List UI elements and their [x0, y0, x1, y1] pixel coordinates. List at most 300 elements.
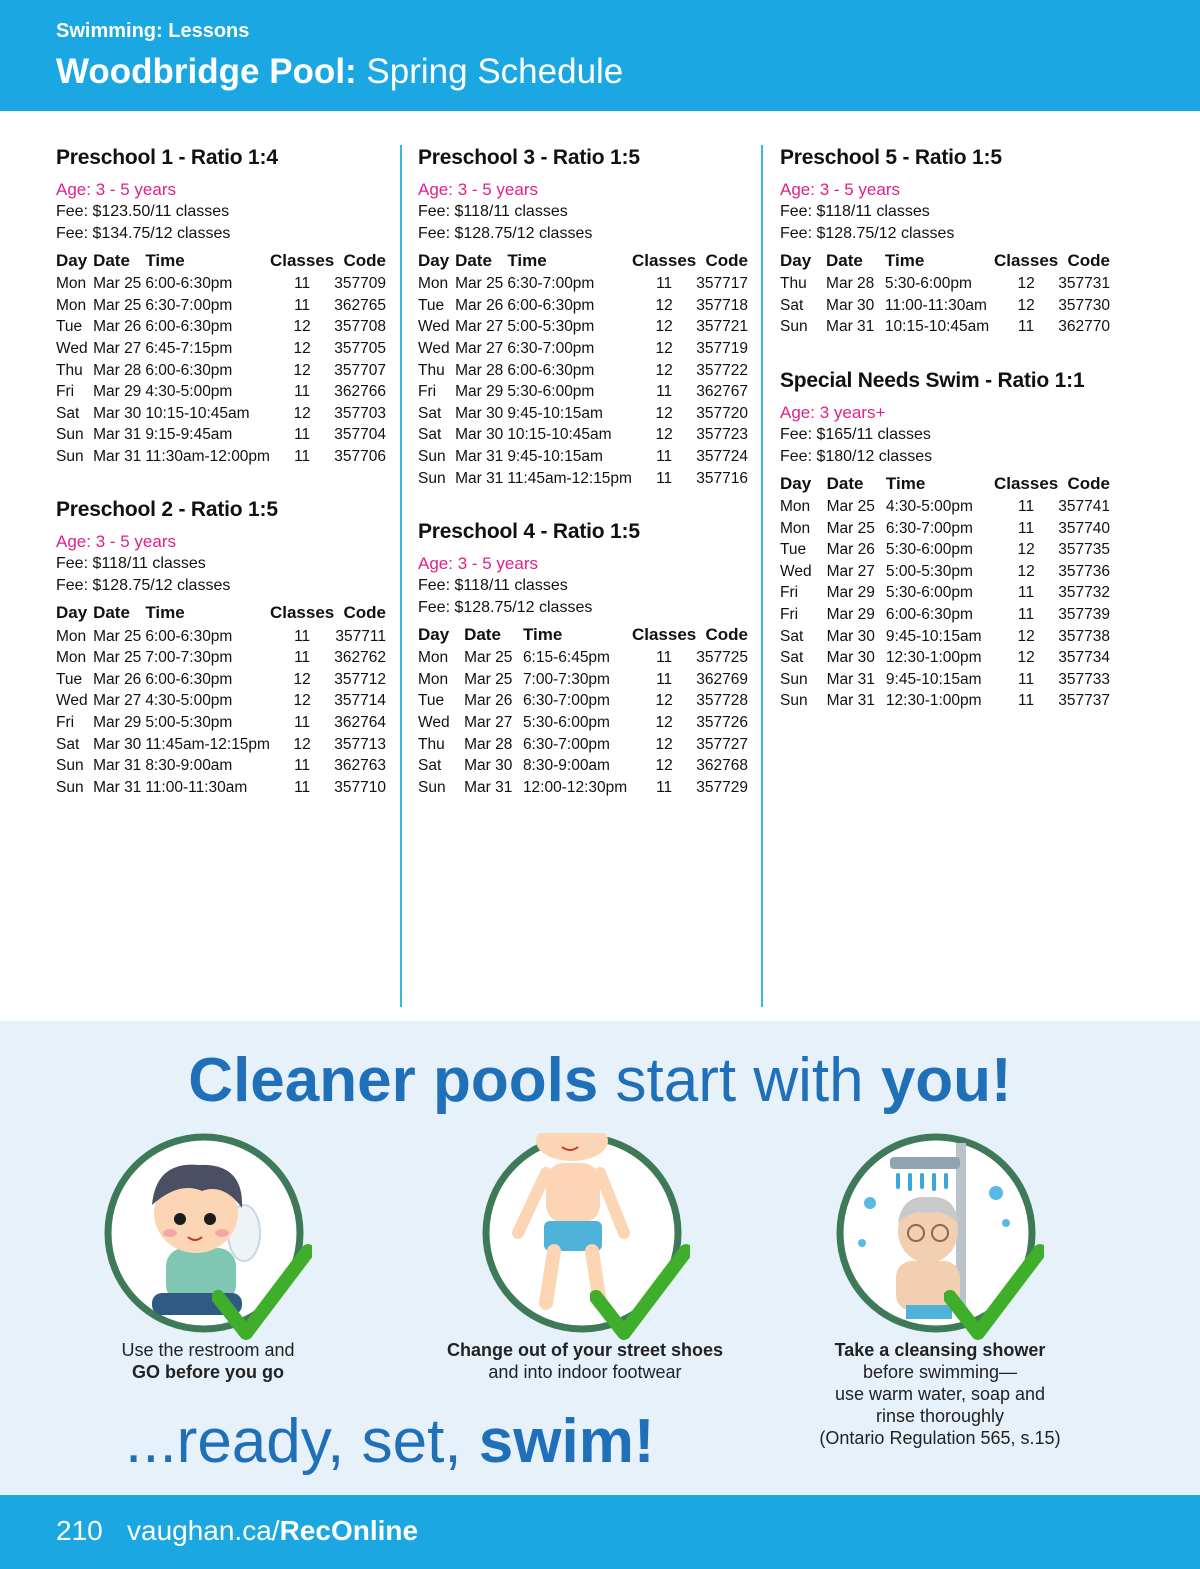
cell-code: 357732 [1058, 584, 1110, 602]
cell-code: 357708 [334, 318, 386, 336]
table-row [56, 625, 386, 647]
column-header-date: Date [464, 624, 501, 644]
fee-line: Fee: $134.75/12 classes [56, 225, 231, 242]
table-row [56, 755, 386, 777]
section-title: Preschool 4 - Ratio 1:5 [418, 519, 640, 543]
tip-shower-line5: (Ontario Regulation 565, s.15) [819, 1428, 1061, 1448]
column-header-date: Date [455, 251, 492, 270]
cell-time: 10:15-10:45am [145, 404, 250, 422]
cell-day: Fri [56, 714, 75, 732]
cell-code: 357740 [1058, 519, 1110, 537]
cell-date: Mar 29 [455, 383, 504, 401]
cell-date: Mar 25 [826, 519, 875, 537]
cell-time: 8:30-9:00am [145, 757, 233, 775]
cell-classes: 11 [294, 757, 311, 775]
cell-date: Mar 27 [826, 562, 875, 580]
cell-date: Mar 31 [826, 670, 875, 688]
column-header-time: Time [145, 251, 185, 270]
cell-classes: 11 [656, 670, 673, 688]
table-row [780, 517, 1110, 539]
cell-date: Mar 27 [464, 714, 513, 732]
table-row [418, 446, 748, 468]
cell-day: Sun [56, 448, 84, 466]
schedule-table [780, 472, 1110, 712]
table-row [418, 273, 748, 295]
rec-online-link[interactable] [127, 1515, 418, 1547]
cell-time: 5:30-6:00pm [507, 383, 595, 401]
cell-classes: 11 [294, 296, 311, 314]
column-header-classes: Classes [269, 251, 335, 270]
cell-time: 7:00-7:30pm [145, 649, 233, 667]
cell-time: 9:15-9:45am [145, 426, 233, 444]
checkmark-icon [944, 1241, 1044, 1341]
cell-time: 6:00-6:30pm [507, 296, 595, 314]
page-footer [0, 1495, 1200, 1569]
cell-classes: 12 [1017, 541, 1035, 559]
table-row [418, 316, 748, 338]
cell-classes: 12 [293, 340, 311, 358]
schedule-table [418, 623, 748, 798]
cell-classes: 11 [656, 383, 673, 401]
cell-code: 357729 [696, 778, 748, 796]
rec-online-link-bold: RecOnline [279, 1515, 419, 1546]
cell-day: Sat [780, 649, 804, 667]
table-row [56, 381, 386, 403]
table-row [56, 424, 386, 446]
cell-classes: 12 [655, 426, 673, 444]
fee-line: Fee: $180/12 classes [780, 447, 933, 465]
cell-day: Tue [780, 541, 807, 559]
cell-date: Mar 25 [464, 649, 513, 667]
cell-day: Sun [56, 778, 84, 796]
cell-code: 357713 [334, 735, 386, 753]
cell-day: Mon [56, 627, 87, 645]
promo-tagline-bold: swim! [478, 1407, 655, 1476]
cell-code: 357709 [334, 275, 386, 293]
page-number: 210 [56, 1515, 103, 1546]
column-header-classes: Classes [993, 473, 1059, 493]
page-title-rest: Spring Schedule [356, 52, 624, 91]
cell-time: 6:30-7:00pm [522, 692, 610, 710]
tip-shower-line2: before swimming— [862, 1362, 1018, 1382]
table-row [56, 273, 386, 295]
cell-code: 357706 [334, 448, 386, 466]
cell-code: 357705 [334, 340, 386, 358]
cell-code: 357736 [1058, 562, 1110, 580]
cell-time: 10:15-10:45am [507, 426, 612, 444]
cell-date: Mar 26 [455, 296, 504, 314]
cell-classes: 11 [1018, 318, 1035, 336]
tip-footwear-line2: and into indoor footwear [488, 1362, 682, 1382]
tip-shower-line4: rinse thoroughly [875, 1406, 1005, 1426]
cell-time: 6:00-6:30pm [145, 627, 233, 645]
cell-classes: 11 [294, 649, 311, 667]
cell-classes: 12 [655, 361, 673, 379]
cell-date: Mar 27 [455, 318, 504, 336]
cell-date: Mar 28 [93, 361, 142, 379]
cell-time: 6:45-7:15pm [145, 340, 233, 358]
cell-day: Tue [56, 318, 83, 336]
cell-time: 6:30-7:00pm [885, 519, 973, 537]
cell-code: 357723 [696, 426, 748, 444]
table-row [780, 273, 1110, 295]
fee-line: Fee: $123.50/11 classes [56, 203, 230, 220]
table-header-row [418, 249, 748, 273]
column-header-classes: Classes [631, 251, 697, 270]
cell-time: 9:45-10:15am [885, 670, 982, 688]
column-header-classes: Classes [631, 624, 697, 644]
cell-time: 5:00-5:30pm [885, 562, 973, 580]
table-row [56, 690, 386, 712]
cell-time: 5:30-6:00pm [885, 541, 973, 559]
tip-footwear [420, 1339, 750, 1383]
cell-day: Mon [780, 519, 811, 537]
cell-day: Tue [418, 296, 445, 314]
page-title-bold: Woodbridge Pool: [56, 52, 357, 91]
cell-time: 4:30-5:00pm [145, 383, 233, 401]
cell-classes: 12 [1017, 562, 1035, 580]
cell-time: 6:00-6:30pm [885, 606, 973, 624]
cell-day: Fri [56, 383, 75, 401]
column-header-day: Day [418, 251, 450, 270]
cell-day: Fri [780, 584, 799, 602]
cell-classes: 12 [655, 404, 673, 422]
table-row [780, 316, 1110, 338]
cell-date: Mar 31 [93, 778, 142, 796]
schedule-column-2 [418, 145, 748, 828]
cell-date: Mar 27 [93, 340, 142, 358]
tip-shower-line3: use warm water, soap and [834, 1384, 1046, 1404]
cell-time: 6:30-7:00pm [522, 735, 610, 753]
fee-line: Fee: $128.75/12 classes [56, 577, 231, 595]
column-header-code: Code [343, 603, 386, 623]
table-header-row [780, 249, 1110, 273]
cell-day: Fri [418, 383, 437, 401]
cell-classes: 11 [1018, 519, 1035, 537]
cell-code: 357731 [1058, 275, 1110, 293]
cell-time: 5:30-6:00pm [522, 714, 610, 732]
column-header-day: Day [780, 251, 812, 270]
checkmark-icon [590, 1241, 690, 1341]
cell-code: 362764 [334, 714, 386, 732]
cell-classes: 12 [293, 361, 311, 379]
column-header-day: Day [780, 473, 812, 493]
cell-date: Mar 25 [93, 627, 142, 645]
cell-date: Mar 27 [455, 340, 504, 358]
cell-time: 6:30-7:00pm [145, 296, 233, 314]
cell-day: Thu [418, 361, 445, 379]
table-row [418, 777, 748, 799]
table-row [780, 604, 1110, 626]
cell-date: Mar 26 [93, 670, 142, 688]
table-row [780, 496, 1110, 518]
table-row [56, 316, 386, 338]
cell-classes: 12 [1017, 649, 1035, 667]
cell-date: Mar 31 [455, 469, 504, 487]
table-row [418, 424, 748, 446]
promo-tagline [125, 1406, 655, 1477]
cell-time: 12:30-1:00pm [885, 692, 982, 710]
cell-code: 357730 [1058, 296, 1110, 314]
cell-day: Sun [56, 757, 84, 775]
cell-code: 357712 [334, 670, 386, 688]
cell-code: 362765 [334, 296, 386, 314]
cell-code: 357710 [334, 778, 386, 796]
cell-classes: 11 [294, 426, 311, 444]
section-title: Preschool 3 - Ratio 1:5 [418, 146, 640, 169]
cell-classes: 11 [294, 714, 311, 732]
column-header-time: Time [884, 251, 925, 270]
column-header-time: Time [885, 473, 926, 493]
cell-time: 5:30-6:00pm [885, 584, 973, 602]
lesson-section [418, 519, 748, 798]
cell-day: Thu [56, 361, 83, 379]
cell-date: Mar 29 [826, 606, 875, 624]
table-row [418, 755, 748, 777]
cell-day: Sat [56, 735, 80, 753]
table-header-row [56, 249, 386, 273]
cell-date: Mar 28 [826, 275, 875, 293]
cell-day: Sun [56, 426, 84, 444]
page-header [0, 0, 1200, 111]
cell-time: 6:00-6:30pm [145, 275, 233, 293]
table-row [780, 647, 1110, 669]
tip-footwear-line1: Change out of your street shoes [446, 1340, 724, 1360]
table-row [780, 582, 1110, 604]
cell-date: Mar 25 [464, 670, 513, 688]
cell-classes: 11 [656, 469, 673, 487]
column-divider [761, 145, 763, 1007]
cell-code: 357738 [1058, 627, 1110, 645]
table-row [56, 733, 386, 755]
cell-date: Mar 30 [93, 735, 142, 753]
column-header-code: Code [343, 251, 386, 270]
column-header-time: Time [507, 251, 547, 270]
table-row [56, 647, 386, 669]
cell-code: 362767 [696, 383, 748, 401]
fee-line: Fee: $118/11 classes [418, 203, 568, 220]
table-row [418, 338, 748, 360]
cell-date: Mar 31 [464, 778, 513, 796]
cell-time: 11:00-11:30am [145, 778, 248, 796]
cell-day: Sat [418, 404, 442, 422]
cell-classes: 11 [1018, 692, 1035, 710]
cell-day: Thu [780, 275, 807, 293]
lesson-section [780, 368, 1110, 712]
cell-code: 357711 [335, 627, 386, 645]
cell-day: Thu [418, 735, 445, 753]
cell-code: 357720 [696, 404, 748, 422]
cell-code: 362770 [1058, 318, 1110, 336]
cell-code: 357739 [1058, 606, 1110, 624]
column-header-date: Date [826, 251, 863, 270]
cell-date: Mar 30 [93, 404, 142, 422]
cell-day: Sun [418, 448, 446, 466]
cell-code: 357728 [696, 692, 748, 710]
cell-classes: 12 [655, 296, 673, 314]
fee-line: Fee: $128.75/12 classes [418, 598, 593, 616]
cell-code: 357717 [696, 275, 748, 293]
cell-time: 12:00-12:30pm [522, 778, 628, 796]
cell-date: Mar 31 [455, 448, 504, 466]
cell-time: 6:00-6:30pm [145, 318, 233, 336]
table-header-row [56, 601, 386, 625]
cell-classes: 12 [293, 404, 311, 422]
table-row [780, 690, 1110, 712]
column-header-day: Day [56, 603, 88, 623]
cell-date: Mar 31 [826, 318, 875, 336]
cell-day: Sun [780, 692, 808, 710]
table-row [418, 733, 748, 755]
checkmark-icon [212, 1241, 312, 1341]
promo-tagline-start: ...ready, set, [125, 1407, 479, 1476]
column-header-code: Code [705, 624, 748, 644]
cell-date: Mar 26 [93, 318, 142, 336]
column-header-day: Day [56, 251, 88, 270]
cell-day: Wed [56, 340, 88, 358]
cell-time: 5:00-5:30pm [145, 714, 233, 732]
cell-code: 357737 [1058, 692, 1110, 710]
cell-classes: 11 [656, 448, 673, 466]
cell-classes: 12 [293, 670, 311, 688]
cell-date: Mar 29 [826, 584, 875, 602]
cell-code: 357735 [1058, 541, 1110, 559]
fee-line: Fee: $118/11 classes [418, 576, 568, 594]
cell-code: 362766 [334, 383, 386, 401]
cell-day: Wed [56, 692, 88, 710]
cell-classes: 11 [294, 383, 311, 401]
table-row [780, 561, 1110, 583]
section-title: Preschool 1 - Ratio 1:4 [56, 146, 278, 169]
cell-code: 357733 [1058, 670, 1110, 688]
cell-code: 357726 [696, 714, 748, 732]
cell-time: 4:30-5:00pm [885, 498, 973, 516]
cell-date: Mar 30 [826, 649, 875, 667]
cell-day: Wed [418, 714, 450, 732]
column-header-date: Date [93, 603, 130, 623]
cell-time: 6:00-6:30pm [507, 361, 595, 379]
cell-classes: 12 [293, 318, 311, 336]
table-row [418, 712, 748, 734]
cell-code: 362769 [696, 670, 748, 688]
promo-headline-bold-1: Cleaner pools [188, 1046, 599, 1115]
cell-classes: 12 [655, 735, 673, 753]
cell-day: Mon [56, 275, 87, 293]
cell-code: 357714 [334, 692, 386, 710]
fee-line: Fee: $128.75/12 classes [780, 225, 955, 242]
cell-date: Mar 25 [93, 296, 142, 314]
table-row [56, 359, 386, 381]
cell-time: 6:15-6:45pm [522, 649, 610, 667]
cell-time: 9:45-10:15am [507, 448, 603, 466]
cell-date: Mar 28 [455, 361, 504, 379]
cell-time: 4:30-5:00pm [145, 692, 233, 710]
column-header-classes: Classes [269, 603, 335, 623]
cell-classes: 11 [294, 627, 311, 645]
cell-time: 6:30-7:00pm [507, 275, 595, 293]
table-row [418, 467, 748, 489]
cell-classes: 11 [1018, 584, 1035, 602]
tip-shower [790, 1339, 1090, 1449]
cell-time: 11:30am-12:00pm [145, 448, 270, 466]
cell-code: 357704 [334, 426, 386, 444]
cell-classes: 12 [293, 735, 311, 753]
section-kicker: Swimming: Lessons [56, 20, 250, 42]
cell-classes: 11 [656, 275, 673, 293]
page-title [56, 52, 623, 92]
cell-classes: 12 [293, 692, 311, 710]
table-row [56, 712, 386, 734]
column-header-time: Time [145, 603, 185, 623]
cell-date: Mar 31 [93, 757, 142, 775]
cell-date: Mar 28 [464, 735, 513, 753]
column-header-code: Code [1067, 251, 1110, 270]
cell-date: Mar 30 [826, 627, 875, 645]
promo-headline-mid: start with [598, 1046, 881, 1115]
cell-date: Mar 25 [455, 275, 504, 293]
cell-date: Mar 26 [826, 541, 875, 559]
table-header-row [418, 623, 748, 647]
cell-day: Mon [56, 296, 87, 314]
cell-date: Mar 31 [93, 448, 142, 466]
cell-classes: 11 [294, 778, 311, 796]
cell-day: Sun [418, 469, 446, 487]
cell-code: 357716 [696, 469, 748, 487]
column-header-code: Code [1067, 473, 1110, 493]
table-row [418, 403, 748, 425]
cell-classes: 11 [1018, 606, 1035, 624]
table-row [418, 359, 748, 381]
table-row [56, 403, 386, 425]
tip-shower-line1: Take a cleansing shower [834, 1340, 1046, 1360]
cell-date: Mar 30 [464, 757, 513, 775]
cell-classes: 12 [1017, 627, 1035, 645]
section-title: Special Needs Swim - Ratio 1:1 [780, 368, 1085, 392]
cell-time: 9:45-10:15am [507, 404, 603, 422]
section-title: Preschool 5 - Ratio 1:5 [780, 146, 1002, 169]
lesson-section [56, 145, 386, 467]
table-row [418, 295, 748, 317]
table-row [56, 669, 386, 691]
column-header-date: Date [93, 251, 130, 270]
column-divider [400, 145, 402, 1007]
cell-classes: 12 [655, 714, 673, 732]
cell-time: 11:45am-12:15pm [507, 469, 632, 487]
cell-classes: 12 [1017, 275, 1035, 293]
cell-day: Sat [780, 296, 804, 314]
cell-day: Sat [418, 426, 442, 444]
cell-classes: 12 [655, 318, 673, 336]
fee-line: Fee: $118/11 classes [56, 555, 206, 573]
cell-classes: 11 [1018, 498, 1035, 516]
cell-code: 357719 [696, 340, 748, 358]
age-range: Age: 3 - 5 years [56, 180, 177, 199]
cell-time: 10:15-10:45am [884, 318, 990, 336]
age-range: Age: 3 - 5 years [418, 180, 539, 199]
column-header-day: Day [418, 624, 450, 644]
cell-time: 11:00-11:30am [884, 296, 987, 314]
cell-time: 6:30-7:00pm [507, 340, 595, 358]
cell-classes: 11 [656, 649, 673, 667]
cell-time: 7:00-7:30pm [522, 670, 610, 688]
cell-classes: 11 [294, 275, 311, 293]
schedule-column-1 [56, 145, 386, 828]
cell-code: 362763 [334, 757, 386, 775]
cell-day: Fri [780, 606, 799, 624]
cell-time: 12:30-1:00pm [885, 649, 982, 667]
table-row [56, 338, 386, 360]
promo-headline-bold-2: you! [880, 1046, 1012, 1115]
